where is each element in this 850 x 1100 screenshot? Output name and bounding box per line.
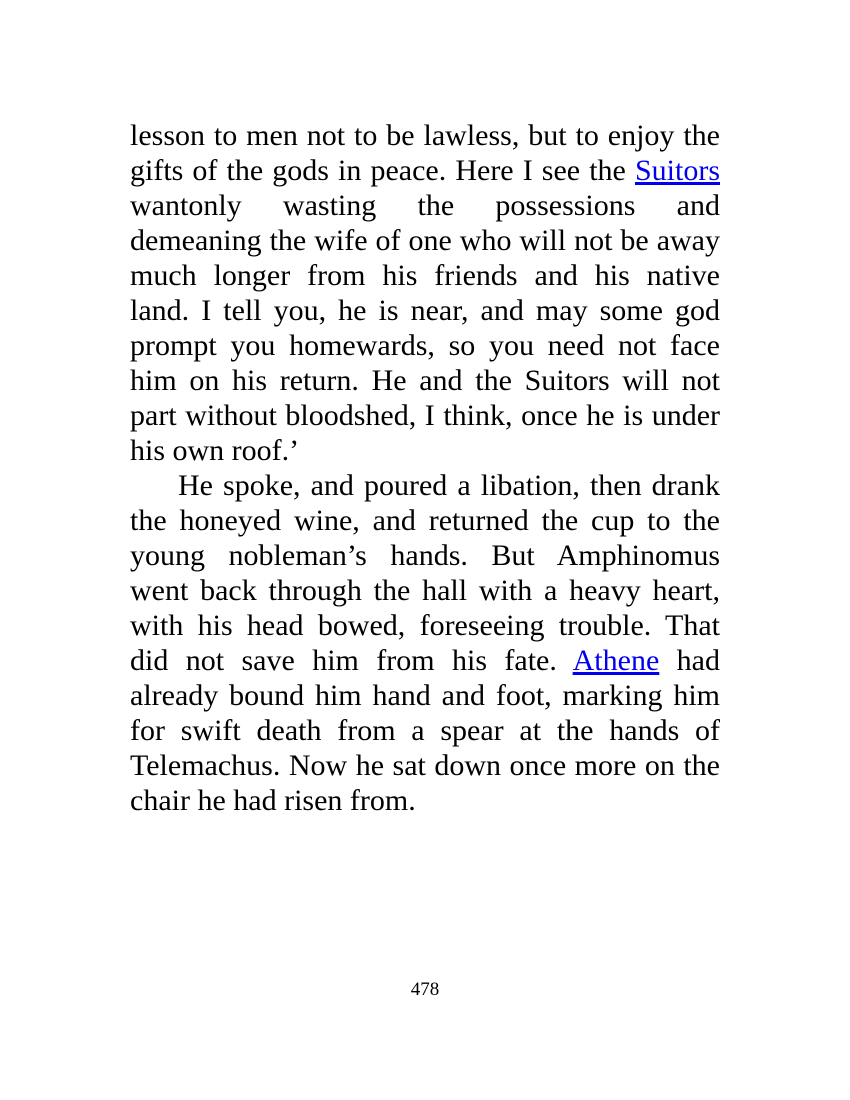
paragraph-1: [130, 118, 720, 468]
page-number: 478: [410, 979, 440, 1000]
paragraph-2-text-start: He spoke, and poured a libation, then drank the honeyed wine, and returned the cup to the young nobleman’s hands. But Amphinomus went back through the hall with a heavy heart, with his head bowed, foreseeing trouble. That did not save him from his fate.: [130, 469, 720, 677]
suitors-link[interactable]: Suitors: [634, 154, 720, 187]
paragraph-2-text-end: had already bound him hand and foot, marking him for swift death from a spear at the hands of Telemachus. Now he sat down once more on the chair he had risen from.: [130, 644, 720, 817]
paragraph-1-text-start: lesson to men not to be lawless, but to enjoy the gifts of the gods in peace. Here I see the: [130, 119, 720, 187]
athene-link[interactable]: Athene: [572, 644, 660, 677]
page-body: [130, 118, 720, 818]
paragraph-2: [130, 468, 720, 818]
paragraph-1-text-end: wantonly wasting the possessions and demeaning the wife of one who will not be away much longer from his friends and his native land. I tell you, he is near, and may some god prompt you homewards, so you need not face him on his return. He and the Suitors will not part without bloodshed, I think, once he is under his own roof.’: [130, 189, 720, 467]
